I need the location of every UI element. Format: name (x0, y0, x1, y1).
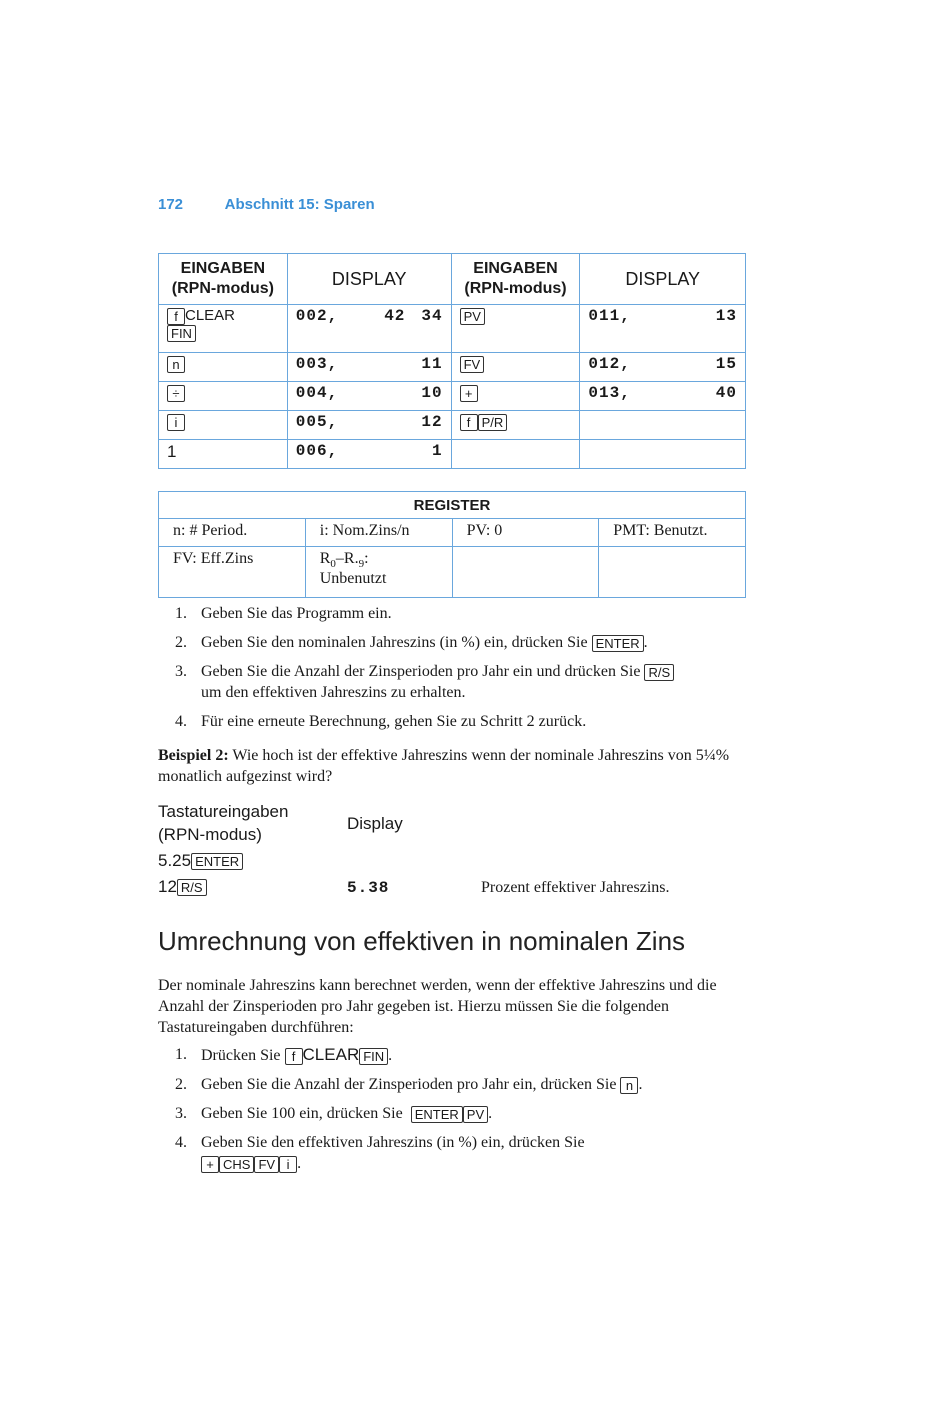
key-plus: + (460, 385, 478, 402)
list-item: 3. Geben Sie 100 ein, drücken Sie ENTER PV . (175, 1105, 493, 1122)
table-row (159, 382, 746, 411)
input-cell (451, 305, 580, 353)
key-i: i (279, 1156, 297, 1173)
example-row-1: 5.25 ENTER (158, 851, 243, 871)
register-cell: n: # Period. (159, 519, 306, 547)
display-cell: 011, 13 (580, 305, 746, 353)
key-enter: ENTER (191, 853, 243, 870)
table-row (159, 440, 746, 469)
register-cell: $R_0-R._9$: Unbenutzt (305, 547, 452, 598)
example-col-header-input: Tastatureingaben (RPN-modus) (158, 802, 289, 844)
register-cell: PMT: Benutzt. (599, 519, 746, 547)
list-item: 3. Geben Sie die Anzahl der Zinsperioden pro Jahr ein und drücken Sie R/S um den effektiven Jahreszins zu erhalten. (158, 661, 758, 703)
key-rs: R/S (644, 664, 674, 681)
key-pv: PV (463, 1106, 488, 1123)
page-header (158, 196, 375, 213)
input-cell (159, 353, 288, 382)
col-header-eingaben-right: EINGABEN (RPN-modus) (451, 254, 580, 305)
example-row-2: 12 R/S (158, 877, 207, 897)
key-pr: P/R (478, 414, 508, 431)
input-cell (451, 353, 580, 382)
program-table (158, 253, 746, 469)
key-fv: FV (254, 1156, 279, 1173)
key-plus: + (201, 1156, 219, 1173)
key-n: n (167, 356, 185, 373)
table-row (159, 411, 746, 440)
program-table-header (159, 254, 746, 305)
example-display-value: 5.38 (347, 879, 390, 897)
key-fin: FIN (167, 325, 196, 342)
register-cell (452, 547, 599, 598)
key-enter: ENTER (592, 635, 644, 652)
page-number: 172 (158, 196, 184, 213)
display-cell (580, 440, 746, 469)
example-note: Prozent effektiver Jahreszins. (481, 879, 670, 896)
input-cell: 1 (159, 440, 288, 469)
input-cell (451, 411, 580, 440)
register-cell (599, 547, 746, 598)
col-header-eingaben-left: EINGABEN (RPN-modus) (159, 254, 288, 305)
key-i: i (167, 414, 185, 431)
key-n: n (620, 1077, 638, 1094)
register-title: REGISTER (159, 492, 746, 519)
list-item: 1. Drücken Sie f CLEAR FIN . (175, 1045, 393, 1064)
key-fin: FIN (359, 1048, 388, 1065)
display-cell: 003, 11 (287, 353, 451, 382)
section-title: Abschnitt 15: Sparen (224, 196, 375, 213)
list-item: 2. Geben Sie den nominalen Jahreszins (in %) ein, drücken Sie ENTER . (175, 634, 648, 651)
list-item: 1. Geben Sie das Programm ein. (175, 605, 392, 622)
display-cell: 002, 42 34 (287, 305, 451, 353)
list-item: 4. Für eine erneute Berechnung, gehen Sie zu Schritt 2 zurück. (175, 713, 587, 730)
key-enter: ENTER (411, 1106, 463, 1123)
key-rs: R/S (177, 879, 207, 896)
display-cell: 012, 15 (580, 353, 746, 382)
col-header-display-right: DISPLAY (580, 254, 746, 305)
input-cell (451, 382, 580, 411)
example-col-header-display: Display (347, 814, 403, 833)
key-fv: FV (460, 356, 485, 373)
key-f: f (460, 414, 478, 431)
input-cell (159, 382, 288, 411)
example-paragraph: Beispiel 2: Wie hoch ist der effektive Jahreszins wenn der nominale Jahreszins von 5¼% monatlich aufgezinst wird? (158, 747, 730, 785)
key-f: f (285, 1048, 303, 1065)
key-divide: ÷ (167, 385, 185, 402)
input-cell (451, 440, 580, 469)
key-f: f (167, 308, 185, 325)
list-item: 2. Geben Sie die Anzahl der Zinsperioden pro Jahr ein, drücken Sie n . (175, 1076, 643, 1093)
key-chs: CHS (219, 1156, 254, 1173)
display-cell: 004, 10 (287, 382, 451, 411)
input-cell (159, 411, 288, 440)
register-cell: FV: Eff.Zins (159, 547, 306, 598)
table-row (159, 353, 746, 382)
section-heading: Umrechnung von effektiven in nominalen Zins (158, 926, 686, 956)
display-cell (580, 411, 746, 440)
display-cell: 005, 12 (287, 411, 451, 440)
input-cell (159, 305, 288, 353)
key-pv: PV (460, 308, 485, 325)
display-cell: 013, 40 (580, 382, 746, 411)
section-intro: Der nominale Jahreszins kann berechnet werden, wenn der effektive Jahreszins und die Anzahl der Zinsperioden pro Jahr gegeben ist. Hierzu müssen Sie die folgenden Tastatureingaben durchführen: (158, 977, 717, 1036)
steps-list (158, 603, 758, 740)
register-cell: PV: 0 (452, 519, 599, 547)
register-cell: i: Nom.Zins/n (305, 519, 452, 547)
list-item: 4. Geben Sie den effektiven Jahreszins (in %) ein, drücken Sie + CHS FV i . (175, 1134, 585, 1172)
register-table (158, 491, 746, 598)
steps-list-2 (158, 1044, 758, 1182)
col-header-display-left: DISPLAY (287, 254, 451, 305)
key-label-clear: CLEAR (302, 1045, 360, 1064)
display-cell: 006, 1 (287, 440, 451, 469)
key-label-clear: CLEAR (185, 307, 236, 324)
table-row (159, 305, 746, 353)
